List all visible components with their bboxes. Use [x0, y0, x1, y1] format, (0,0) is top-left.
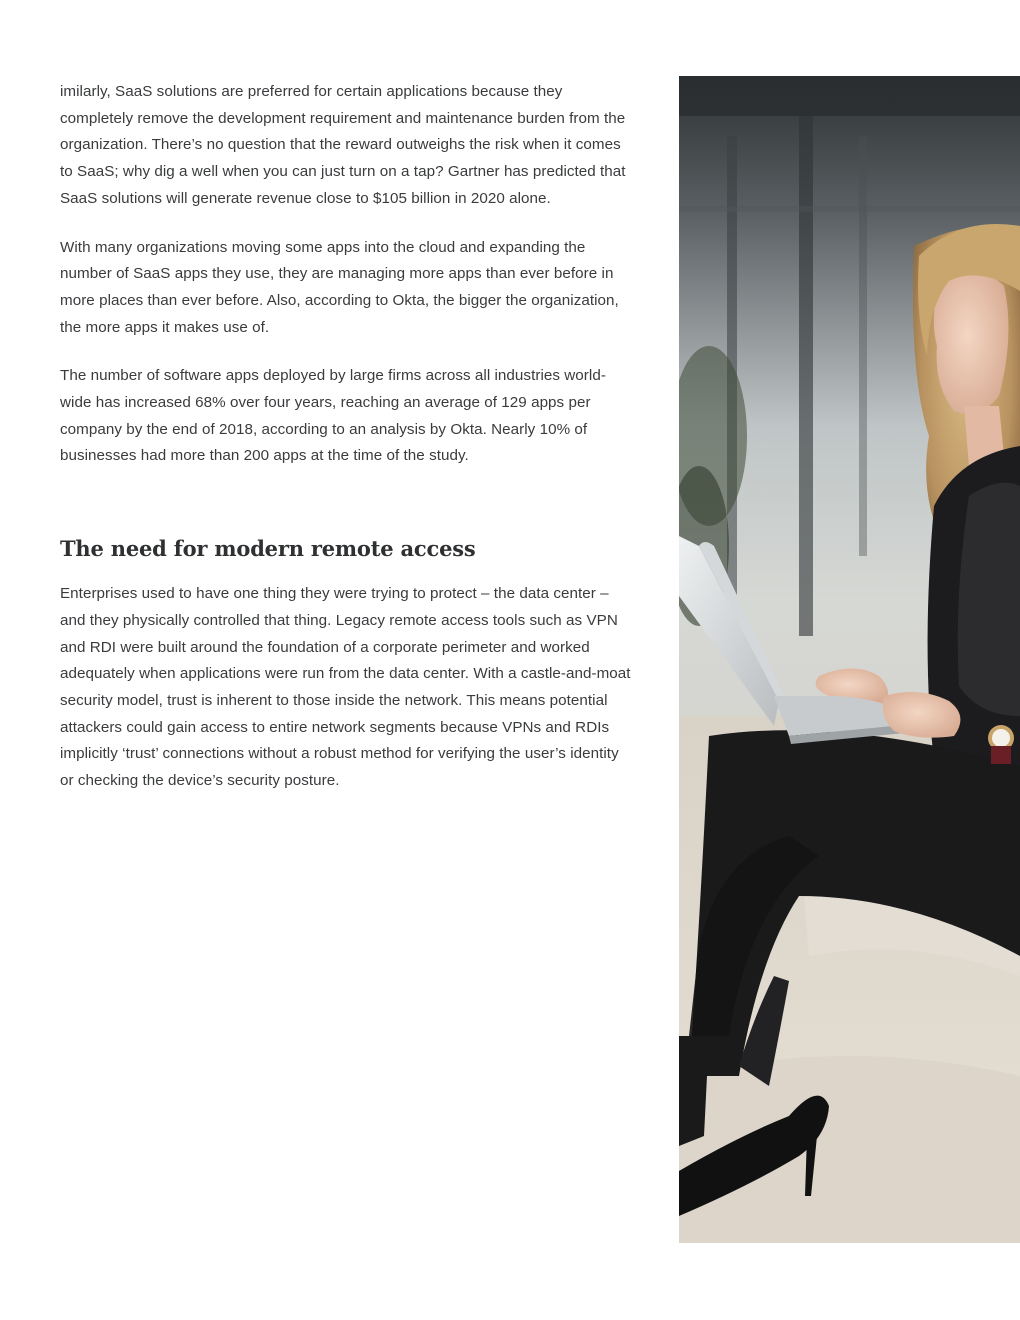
article-body — [60, 79, 635, 817]
section-heading: The need for modern remote access — [60, 536, 476, 562]
paragraph-saas-intro: imilarly, SaaS solutions are preferred for certain applications because they completely remove the development requirement and maintenance burden from the organization. There’s no question that the reward outweighs the risk when it comes to SaaS; why dig a well when you can just turn on a tap? Gartner has predicted that SaaS solutions will generate revenue close to $105 billion in 2020 alone. — [60, 83, 626, 207]
woman-with-laptop-photo — [679, 76, 1020, 1243]
paragraph-remote-access: Enterprises used to have one thing they were trying to protect – the data center – and they physically controlled that thing. Legacy remote access tools such as VPN and RDI were built around the foundation of a corporate perimeter and worked adequately when applications were run from the data center. With a castle-and-moat security model, trust is inherent to those inside the network. This means potential attackers could gain access to entire network segments because VPNs and RDIs implicitly ‘trust’ connections without a robust method for verifying the user’s identity or checking the device’s security posture. — [60, 585, 631, 790]
paragraph-okta-study: The number of software apps deployed by large firms across all industries world-wide has increased 68% over four years, reaching an average of 129 apps per company by the end of 2018, according to an analysis by Okta. Nearly 10% of businesses had more than 200 apps at the time of the study. — [60, 367, 606, 465]
paragraph-saas-growth: With many organizations moving some apps into the cloud and expanding the number of SaaS apps they use, they are managing more apps than ever before in more places than ever before. Also, according to Okta, the bigger the organization, the more apps it makes use of. — [60, 238, 619, 336]
